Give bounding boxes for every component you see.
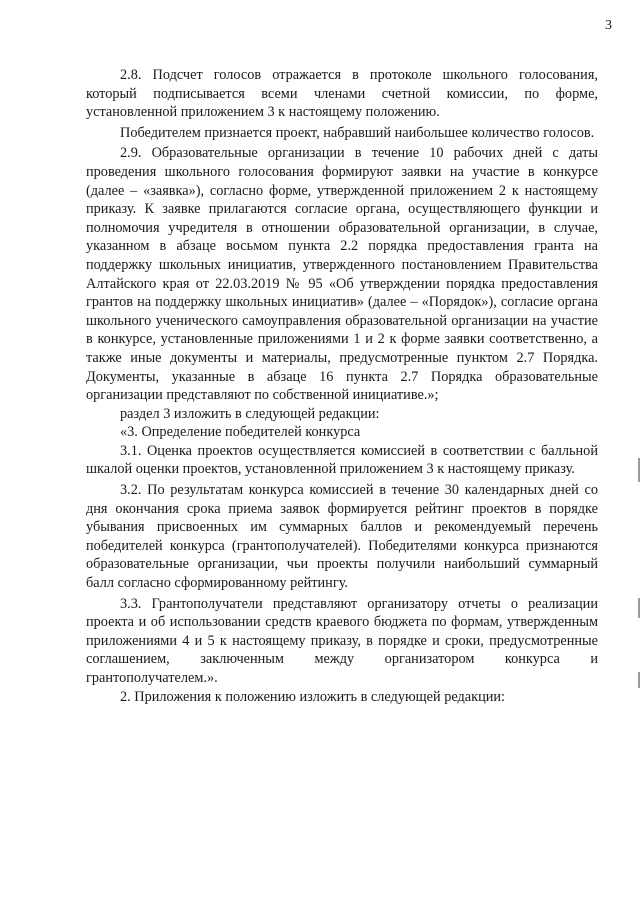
paragraph-appendices: 2. Приложения к положению изложить в следующей редакции:: [120, 688, 506, 705]
paragraph-winner: Победителем признается проект, набравший наибольшее количество голосов.: [120, 124, 595, 141]
page-number: 3: [605, 18, 612, 33]
paragraph-3-2: 3.2. По результатам конкурса комиссией в течение 30 календарных дней со дня окончания срока приема заявок формируется рейтинг проектов в порядке убывания присвоенных им суммарных баллов и рекомендуемый перечень победителей конкурса (грантополучателей). Победителями конкурса признаются образовательные организации, чьи проекты получили наибольший суммарный балл согласно сформированному рейтингу.: [86, 482, 598, 592]
paragraph-2-8: 2.8. Подсчет голосов отражается в протоколе школьного голосования, который подписывается всеми членами счетной комиссии, по форме, установленной приложением 3 к настоящему положению.: [86, 67, 598, 121]
document-body: [86, 66, 598, 706]
section-3-heading: «3. Определение победителей конкурса: [120, 424, 361, 441]
paragraph-section-3-intro: раздел 3 изложить в следующей редакции:: [120, 405, 380, 422]
paragraph-3-1: 3.1. Оценка проектов осуществляется комиссией в соответствии с балльной шкалой оценки проектов, установленной приложением 3 к настоящему приказу.: [86, 442, 598, 478]
paragraph-2-9: 2.9. Образовательные организации в течение 10 рабочих дней с даты проведения школьного голосования формируют заявки на участие в конкурсе (далее – «заявка»), согласно форме, утвержденной приложением 2 к настоящему приказу. К заявке прилагаются согласие органа, осуществляющего функции и полномочия учредителя в отношении образовательной организации, в случае, указанном в абзаце восьмом пункта 2.2 порядка предоставления гранта на поддержку школьных инициатив, утвержденного постановлением Правительства Алтайского края от 22.03.2019 № 95 «Об утверждении порядка предоставления грантов на поддержку школьных инициатив» (далее – «Порядок»), согласие органа школьного ученического самоуправления образовательной организации на участие в конкурсе, установленные приложениями 1 и 2 к форме заявки соответственно, а также иные документы и материалы, предусмотренные пунктом 2.7 Порядка. Документы, указанные в абзаце 16 пункта 2.7 Порядка образовательные организации представляют по собственной инициативе.»;: [86, 145, 598, 404]
paragraph-3-3: 3.3. Грантополучатели представляют организатору отчеты о реализации проекта и об использовании средств краевого бюджета по формам, утвержденным приложениями 4 и 5 к настоящему приказу, в порядке и сроки, предусмотренные соглашением, заключенным между организатором конкурса и грантополучателем.».: [86, 595, 598, 686]
